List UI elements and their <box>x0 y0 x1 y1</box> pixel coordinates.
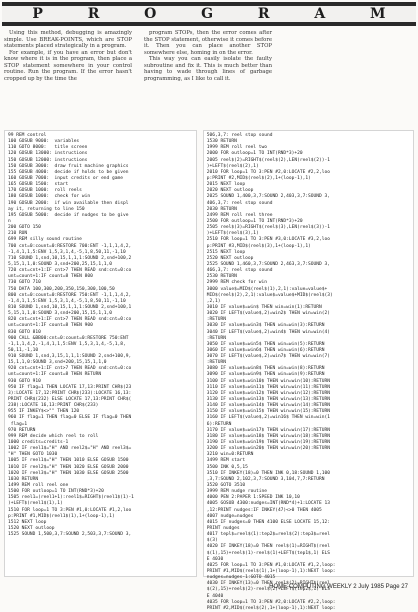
code-line: n <box>8 218 11 224</box>
code-line: 720 cnt=cnt+1:IF cnt>7 THEN READ snd:cnt=0:co <box>8 268 132 274</box>
code-line: 238):LOCATE 16,13:PRINT CHR$(233) <box>8 403 99 409</box>
code-line: 930 GOTO 910 <box>8 378 41 384</box>
code-line: )+LEFT$(reel$(2),1) <box>206 163 259 169</box>
code-line: 999 REM decide which reel to roll <box>8 433 99 439</box>
code-line: 830 GOTO 810 <box>8 329 41 335</box>
code-line: 1510 FOR loop=1 TO 3:PEN #1,0:LOCATE #1,2,loo <box>8 507 132 513</box>
code-line: 3070 IF LEFT$(value$,2)=win7$ THEN win=win(7) <box>206 354 330 360</box>
code-line: 910 SOUND 1,snd,3,15,1,1,1:SOUND 2,snd+100,9, <box>8 354 132 360</box>
code-line: 3060 IF value$=win6$ THEN win=win(6):RETURN <box>206 347 325 353</box>
code-line: 1000 credits=credits-1 <box>8 440 69 446</box>
code-line: 100 GOSUB 9000: variables <box>8 139 80 145</box>
code-line: $(3) <box>206 538 218 544</box>
code-line: 820 cnt=cnt+1:IF cnt>7 THEN READ snd:cnt=0:co <box>8 317 132 323</box>
code-line: 3050 IF value$=win5$ THEN win=win(5):RETURN <box>206 341 325 347</box>
code-line: p:PRINT #1,MID$(reel1$(1),1+(loop-1),1) <box>8 513 115 519</box>
code-line: 150 GOSUB 3000: draw fruit machine graphics <box>8 163 129 169</box>
code-line: 3):LOCATE 17,12:PRINT CHR$(233):LOCATE 16,13: <box>8 390 132 396</box>
code-line: 4000 PEN 2:PAPER 1:SPEED INK 10,10 <box>206 495 300 501</box>
intro-column-3 <box>284 30 412 82</box>
code-line: 1005 IF reel1$="H" THEN 1010 ELSE GOSUB 1500 <box>8 458 129 464</box>
code-line: 2530 RETURN <box>206 274 237 280</box>
intro-paragraph: Using this method, debugging is amazingly simple. Use BREAK-POINTS, which are STOP statements placed strategically in a program. <box>4 30 132 49</box>
code-line: 4005 GOSUB 4300:nudges=INT(RND*4)+1:LOCATE 13 <box>206 501 330 507</box>
code-line: p:PRINT #3,MID$(reel$(3),1+(loop-1),1) <box>206 243 311 249</box>
code-line: 3180 IF value$=win18$ THEN win=win(18):RETURN <box>206 433 330 439</box>
code-line: 1512 NEXT loop <box>8 519 47 525</box>
code-line: unt=count+1:IF count=8 THEN 800 <box>8 274 93 280</box>
code-line: 155 GOSUB 4000: decide if holds to be given <box>8 169 129 175</box>
banner-letter: G <box>201 6 214 22</box>
code-line: 4030 IF INKEY(13)=0 THEN reel$(2)=RIGHT$(reel <box>206 581 330 587</box>
code-line: 200 GOTO 150 <box>8 225 41 231</box>
code-line: 3110 IF value$=win11$ THEN win=win(11):RETURN <box>206 384 330 390</box>
code-line: ,2,1) <box>206 298 221 304</box>
code-line: 920 cnt=cnt+1:IF cnt>7 THEN READ snd:cnt=0:co <box>8 366 132 372</box>
banner-letter: O <box>144 6 157 22</box>
code-line: 4035 FOR loop=1 TO 3:PEN #2,0:LOCATE #2,2,loop: <box>206 599 336 605</box>
code-line: ,12:PRINT nudges:IF INKEY(47)<>0 THEN 4005 <box>206 507 322 513</box>
code-line: MID$(reel$(2),2,1):value$=value$+MID$(reel$(3) <box>206 292 333 298</box>
code-line: 3090 IF value$=win9$ THEN win=win(9):RETURN <box>206 372 325 378</box>
code-line: 120 GOSUB 13000: instructions <box>8 151 88 157</box>
code-line: 5,15,1,1,0:SOUND 3,snd+200,15,15,1,1,0 <box>8 311 113 317</box>
code-line: 1010 IF reel2$="H" THEN 1020 ELSE GOSUB 2000 <box>8 464 129 470</box>
code-line: 1499 REM roll reel one <box>8 483 69 489</box>
code-line: 970 RETURN <box>8 427 36 433</box>
code-line: 4020 IF INKEY(18)=0 THEN reel$(1)=RIGHT$(reel <box>206 544 330 550</box>
code-line: 3100 IF value$=win10$ THEN win=win(10):RETURN <box>206 378 330 384</box>
code-line: 1530 RETURN <box>206 139 237 145</box>
code-line: 700 cnt=0:count=0:RESTORE 700:ENT -1,1,1,4,2, <box>8 243 132 249</box>
code-line: :RETURN <box>206 317 226 323</box>
code-line: 466,3,7: reel stop sound <box>206 268 273 274</box>
code-line: 3999 REM nudge routine <box>206 489 267 495</box>
code-line: 3510 IF INKEY(18)=0 THEN INK 0,18:SOUND 1,100 <box>206 470 330 476</box>
code-line: 195 GOSUB 5000: decide if nudges to be give <box>8 212 129 218</box>
code-line: 180 GOSUB 1000: check for win <box>8 194 91 200</box>
code-line: :RETURN <box>206 335 226 341</box>
code-line: 15,1,1,0:SOUND 3,snd+200,15,15,1,1,0 <box>8 360 107 366</box>
code-line: 955 IF INKEY$<>"" THEN 120 <box>8 409 80 415</box>
code-line: 3140 IF value$=win14$ THEN win=win(14):RETURN <box>206 403 330 409</box>
code-line: PRINT nudges <box>206 526 240 531</box>
code-line: 3120 IF value$=win12$ THEN win=win(12):RETURN <box>206 390 330 396</box>
code-line: 3150 IF value$=win15$ THEN win=win(15):RETURN <box>206 409 330 415</box>
code-line: 110 GOTO 8000: title screen <box>8 145 88 151</box>
code-line: 3499 REM start <box>206 458 246 464</box>
code-line: )+LEFT$(reel1$(1),1) <box>8 501 63 507</box>
code-line: E 4040 <box>206 593 224 599</box>
code-line: 506,3,7: reel stop sound <box>206 133 273 138</box>
banner-letter: M <box>370 6 386 22</box>
code-line: 2510 FOR loop=1 TO 3:PEN #3,0:LOCATE #3,2,loo <box>206 237 330 243</box>
code-line: 2499 REM roll reel three <box>206 212 273 218</box>
code-line: 2030 RETURN <box>206 206 237 212</box>
code-line: 1020 IF reel3$="H" THEN 1030 ELSE GOSUB 2500 <box>8 470 129 476</box>
code-line: 406,3,7: reel stop sound <box>206 200 273 206</box>
code-line: 3040 IF LEFT$(value$,2)=win4$ THEN win=win(4) <box>206 329 330 335</box>
code-line: PRINT #2,MID$(reel$(2),1+(loop-1),1):NEXT loop: <box>206 605 336 611</box>
code-line: 2005 reel$(2)=RIGHT$(reel$(2),LEN(reel$(2))-1 <box>206 157 330 163</box>
code-line: 3020 IF LEFT$(value$,2)=win2$ THEN win=win(2) <box>206 311 330 317</box>
code-line: 3210 win=0:RETURN <box>206 452 254 458</box>
code-line: 4015 IF nudges=0 THEN 4100 ELSE LOCATE 15,12: <box>206 519 330 525</box>
code-line: 1525 SOUND 1,500,3,7:SOUND 2,503,3,7:SOUND 3, <box>8 532 132 538</box>
code-line: 6):RETURN <box>206 421 232 427</box>
code-line: 165 GOSUB 1500: start <box>8 182 69 188</box>
page-footer: HOME COMPUTING WEEKLY 2 July 1985 Page 27 <box>269 584 408 590</box>
code-line: unt=count+1:IF count=8 THEN RETURN <box>8 372 102 378</box>
code-line: 99 REM control <box>8 133 47 138</box>
code-line: 1505 reel1=(reel1+1):reel1$=RIGHT$(reel1$(1)-1 <box>8 495 134 501</box>
banner-letter: R <box>257 6 270 22</box>
code-line: 3520 GOTO 3510 <box>206 483 246 489</box>
program-banner <box>2 2 416 26</box>
code-line: 3080 IF value$=win8$ THEN win=win(8):RETURN <box>206 366 325 372</box>
banner-letter: R <box>87 6 100 22</box>
code-line: $(2),15)+reel$(2)-reel$(2)+LEFT$(tep2$,1) ELS <box>206 587 330 593</box>
code-line: 3200 IF value$=win20$ THEN win=win(20):RETURN <box>206 446 330 452</box>
code-line: PRINT #1,MID$(reel$(1),1+(loop-1),1):NEXT loop: <box>206 568 336 574</box>
code-line: 3190 IF value$=win19$ THEN win=win(19):RETURN <box>206 440 330 446</box>
code-line: 3170 IF value$=win17$ THEN win=win(17):RETURN <box>206 427 330 433</box>
intro-paragraph: program STOPs, then the error comes after the STOP statement, otherwise it comes before it. Then you can place another STOP somewhere else, homing in on the error. <box>144 30 272 56</box>
code-line: 2999 REM check for win <box>206 280 267 286</box>
code-line: 5,15,1,1,0:SOUND 3,snd+200,25,15,1,1,0 <box>8 261 113 267</box>
intro-text <box>4 30 412 82</box>
code-line: 710 SOUND 1,snd,10,15,1,1,1:SOUND 2,snd+100,2 <box>8 255 132 261</box>
code-line: -1,1,1,4,2,-1,4,1,1,5:ENV 1,5,3,1,4,-5,1,8, <box>8 341 126 347</box>
code-line: 2505 reel$(3)=RIGHT$(reel$(3),LEN(reel$(3))-1 <box>206 225 330 231</box>
listing-column-left <box>4 130 197 577</box>
intro-paragraph: For example, if you have an error but don't know where it is in the program, then place a STOP statement somewhere in your control routine. Run the program. If the error hasn't cropped up by the time the <box>4 49 132 82</box>
intro-column-2 <box>144 30 272 82</box>
code-line: 2020 NEXT outloop <box>206 188 254 194</box>
code-line: ,3,7:SOUND 2,102,3,7:SOUND 3,104,7,7:RETURN <box>206 476 325 482</box>
code-line: 1002 IF reel1$="H" AND reel2$="H" AND reel3$= <box>8 446 132 452</box>
code-line: 3030 IF value$=win3$ THEN win=win(3):RETURN <box>206 323 325 329</box>
code-line: 750 DATA 100,300,200,350,150,300,100,50 <box>8 286 115 292</box>
code-line: 4025 FOR loop=1 TO 3:PEN #1,0:LOCATE #1,2,loop: <box>206 562 336 568</box>
code-line: 1500 FOR outloop=1 TO INT(RND*3)+20 <box>8 489 104 495</box>
code-line: 3500 INK 0,5,15 <box>206 464 248 470</box>
code-line: 2525 SOUND 1,460,3,7:SOUND 2,463,3,7:SOUND 3, <box>206 261 330 267</box>
banner-letter: A <box>314 6 326 22</box>
code-line: 2000 FOR outloop=1 TO INT(RND*3)+20 <box>206 151 303 157</box>
intro-paragraph: This way you can easily isolate the faulty subroutine and fix it. This is much better than having to wade through lines of garbage programming, as I like to call it. <box>144 56 272 82</box>
code-line: $(1),15)+reel$(1)-reel$(1)+LEFT$(tep1$,1) ELS <box>206 550 330 556</box>
code-line: 190 GOSUB 2000: if win available then displ <box>8 200 129 206</box>
code-line: -1,4,1,1,5:ENV 1,5,3,1,4,-5,1,8,50,11,-1,10 <box>8 298 126 304</box>
code-line: "H" THEN GOTO 1030 <box>8 452 58 458</box>
code-line: 810 SOUND 1,snd,10,15,1,1,1:SOUND 2,snd+100,1 <box>8 304 132 310</box>
code-line: 960 IF flag=1 THEN flag=0 ELSE IF flag=0 THEN <box>8 415 132 421</box>
code-line: 2520 NEXT outloop <box>206 255 254 261</box>
code-line: 3130 IF value$=win13$ THEN win=win(13):RETURN <box>206 397 330 403</box>
code-line: 2515 NEXT loop <box>206 249 246 255</box>
code-line: flag=1 <box>8 421 28 427</box>
code-line: 900 CALL &BB00:cnt=0:count=0:RESTORE 750:ENT <box>8 335 129 341</box>
code-line: 800 cnt=0:count=0:RESTORE 750:ENT -1,1,1,4,2, <box>8 292 132 298</box>
code-line: 2015 NEXT loop <box>206 182 246 188</box>
code-line: 4017 tepl$=reel$(1):tep2$=reel$(2):tep3$=reel <box>206 532 330 538</box>
code-line: 160 GOSUB 7000: input credits or end game <box>8 175 123 181</box>
code-line: -1,4,1,1,5:ENV 1,5,3,1,4,-5,1,8,50,11,-1,10 <box>8 249 126 255</box>
code-line: PRINT CHR$(232) ELSE LOCATE 17,13:PRINT CHR$( <box>8 397 132 403</box>
code-line: ay it, returning to line 150 <box>8 206 85 212</box>
code-line: 150 GOSUB 12000: instructions <box>8 157 88 163</box>
code-line: 950 IF flag=1 THEN LOCATE 17,13:PRINT CHR$(23 <box>8 384 132 390</box>
code-line: 4007 nudge=nudges <box>206 513 254 519</box>
code-line: 2025 SOUND 1,400,3,7:SOUND 2,403,3,7:SOUND 3, <box>206 194 330 200</box>
code-line: 1520 NEXT outloop <box>8 526 55 531</box>
code-line: 3010 IF value$=win$ THEN win=win(1):RETURN <box>206 304 322 310</box>
code-line: :RETURN <box>206 360 226 366</box>
intro-column-1 <box>4 30 132 82</box>
code-line: unt=count+1:IF count=8 THEN 900 <box>8 323 93 329</box>
code-line: 210 RUN <box>8 231 28 237</box>
code-line: E 4030 <box>206 556 224 562</box>
code-line: 730 GOTO 710 <box>8 280 41 286</box>
code-line: 2010 FOR loop=1 TO 3:PEN #2,0:LOCATE #2,2,loo <box>206 169 330 175</box>
code-line: 1999 REM roll reel two <box>206 145 267 151</box>
code-line: 3000 value$=MID$(reel$(1),2,1):value=value$+ <box>206 286 328 292</box>
code-line: )+LEFT$(reel$(3),1) <box>206 231 259 237</box>
code-line: 1030 RETURN <box>8 476 39 482</box>
code-line: p:PRINT #2,MID$(reel$(2),1+(loop-1),1) <box>206 175 311 181</box>
code-line: 3160 IF LEFT$(value$,2)=win16$ THEN win=win(1 <box>206 415 330 421</box>
code-line: 2500 FOR outloop=1 TO INT(RND*3)+20 <box>206 218 303 224</box>
code-line: 699 REM silly sound routine <box>8 237 82 243</box>
banner-letter: P <box>32 6 43 22</box>
code-line: nudges=nudges-1:GOTO 4015 <box>206 575 276 581</box>
code-line: 170 GOSUB 1000: roll reels <box>8 188 82 194</box>
code-line: 50,11,-1,10 <box>8 347 39 353</box>
